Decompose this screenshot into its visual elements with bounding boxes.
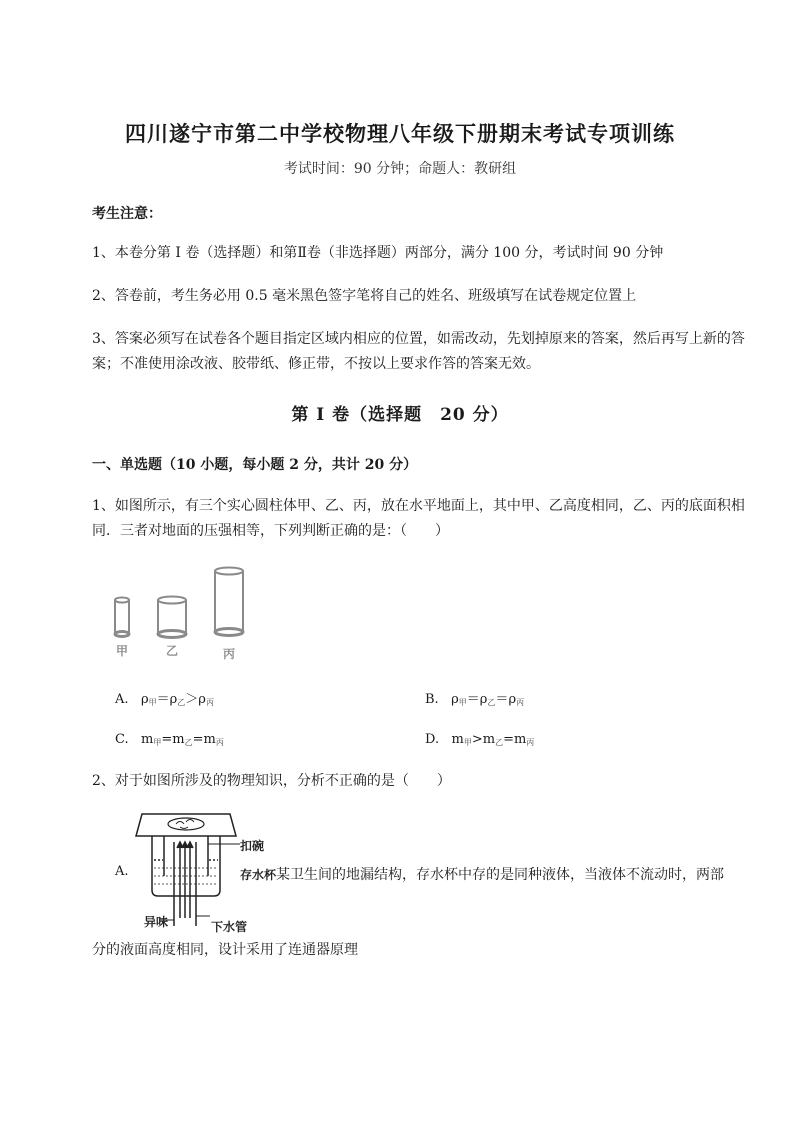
label-bing: 丙 (222, 647, 236, 661)
cylinders-figure (105, 562, 255, 664)
label-odor: 异味 (144, 915, 169, 929)
cylinder-bing (215, 568, 243, 636)
option-a-text: 存水杯某卫生间的地漏结构，存水杯中存的是同种液体，当液体不流动时，两部 (240, 867, 725, 883)
notice-heading: 考生注意： (92, 206, 162, 222)
page-title: 四川遂宁市第二中学校物理八年级下册期末考试专项训练 (125, 121, 675, 146)
notice-item-3: 3、答案必须写在试卷各个题目指定区域内相应的位置，如需改动，先划掉原来的答案，然后再写上新的答案；不准使用涂改液、胶带纸、修正带，不按以上要求作答的答案无效。 (92, 331, 745, 372)
option-a-text-cont: 分的液面高度相同，设计采用了连通器原理 (92, 942, 358, 958)
part-heading: 一、单选题（10 小题，每小题 2 分，共计 20 分） (92, 457, 418, 473)
cylinder-jia (115, 598, 129, 637)
question-2-text: 2、对于如图所涉及的物理知识，分析不正确的是（ ） (92, 773, 451, 789)
floor-drain-figure (130, 808, 240, 930)
option-a[interactable]: A. $\rho_甲=\rho_乙>\rho_丙$ (115, 692, 214, 707)
option-c[interactable]: C. $m_甲=m_乙=m_丙$ (115, 732, 224, 747)
question-1-text: 1、如图所示，有三个实心圆柱体甲、乙、丙，放在水平地面上，其中甲、乙高度相同，乙、丙的底面积相同．三者对地面的压强相等，下列判断正确的是：（ ） (92, 498, 745, 539)
exam-info: 考试时间：90 分钟；命题人：教研组 (283, 161, 517, 177)
notice-item-1: 1、本卷分第 I 卷（选择题）和第Ⅱ卷（非选择题）两部分，满分 100 分，考试时间 90 分钟 (92, 245, 664, 261)
option-d[interactable]: D. $m_甲>m_乙=m_丙$ (425, 732, 535, 747)
label-cup: 存水杯 (240, 868, 277, 882)
label-bowl: 扣碗 (240, 839, 265, 853)
cylinder-yi (158, 597, 186, 638)
label-yi: 乙 (165, 644, 179, 658)
notice-item-2: 2、答卷前，考生务必用 0.5 毫米黑色签字笔将自己的姓名、班级填写在试卷规定位置上 (92, 288, 637, 304)
label-jia: 甲 (115, 644, 129, 658)
option-b[interactable]: B. $\rho_甲=\rho_乙=\rho_丙$ (425, 692, 525, 707)
section-title: 第 I 卷（选择题 20 分） (291, 405, 509, 425)
option-a-letter[interactable]: A. (115, 864, 129, 879)
label-pipe: 下水管 (211, 920, 248, 934)
